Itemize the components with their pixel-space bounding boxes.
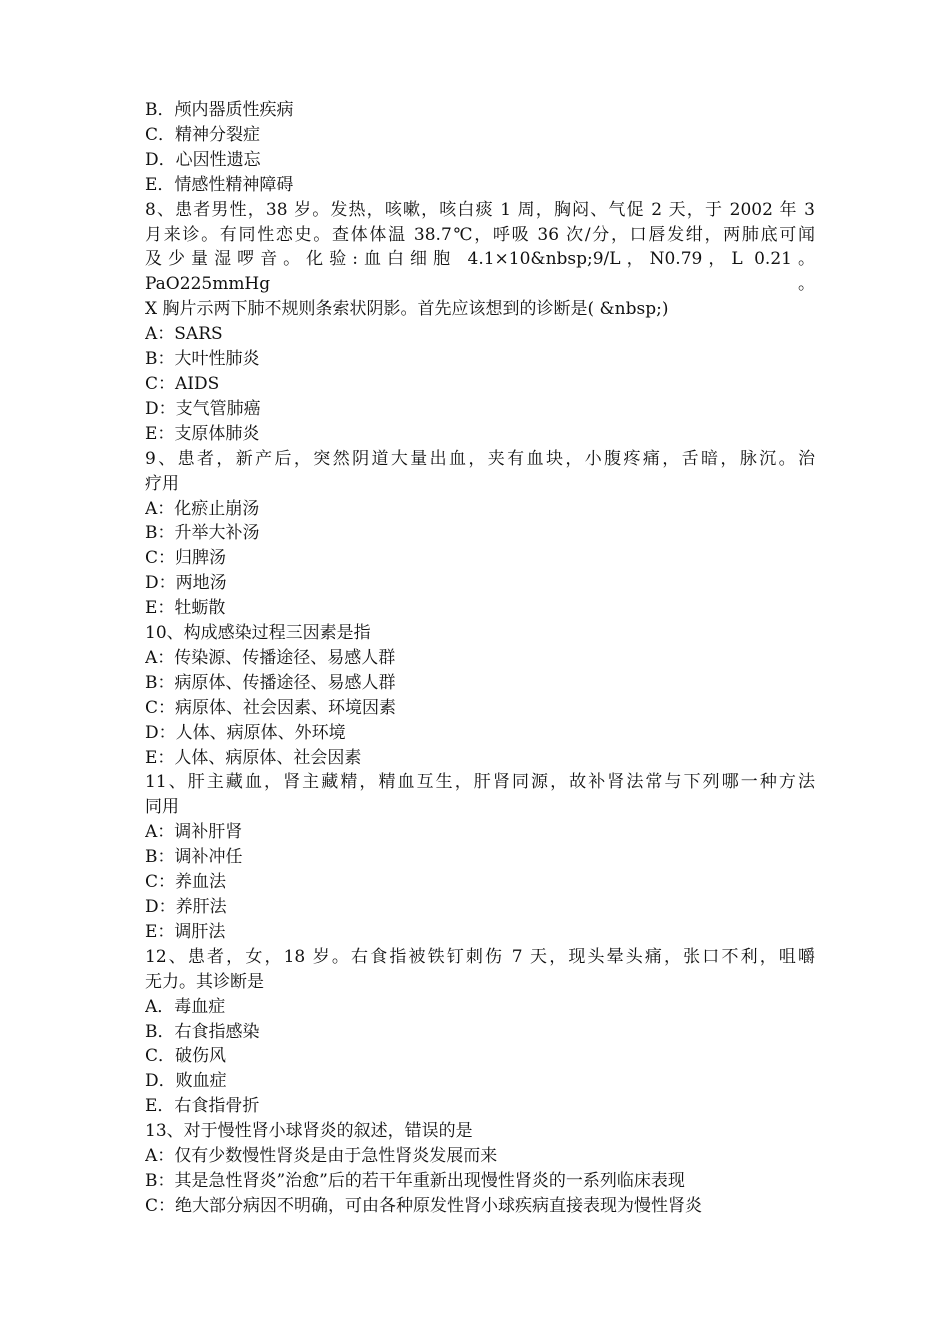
option-line: D：养肝法: [145, 897, 227, 917]
option-line: D：两地汤: [145, 573, 227, 594]
question-8-line: X 胸片示两下肺不规则条索状阴影。首先应该想到的诊断是( &nbsp;): [145, 299, 669, 320]
option-line: B：升举大补汤: [145, 523, 260, 544]
option-line: B：病原体、传播途径、易感人群: [145, 672, 396, 693]
option-line: A：传染源、传播途径、易感人群: [145, 647, 396, 668]
question-13-line: 13、对于慢性肾小球肾炎的叙述，错误的是: [145, 1121, 473, 1142]
question-8-line: 及少量湿啰音。化验:血白细胞 4.1×10&nbsp;9/L，N0.79，L 0.21。PaO225mmHg。: [145, 249, 815, 295]
question-8-line: 月来诊。有同性恋史。查体体温 38.7℃，呼吸 36 次/分，口唇发绀，两肺底可闻: [145, 224, 815, 245]
option-line: C：病原体、社会因素、环境因素: [145, 697, 397, 718]
option-line: C：绝大部分病因不明确，可由各种原发性肾小球疾病直接表现为慢性肾炎: [145, 1195, 703, 1216]
question-12-line: 无力。其诊断是: [145, 971, 264, 992]
option-line: D．败血症: [145, 1071, 227, 1092]
option-line: D．心因性遗忘: [145, 149, 261, 170]
option-line: B．右食指感染: [145, 1021, 260, 1042]
option-line: A：化瘀止崩汤: [145, 498, 260, 519]
option-line: A：SARS: [145, 324, 223, 345]
option-line: C：养血法: [145, 872, 227, 893]
option-line: E．情感性精神障碍: [145, 174, 294, 195]
option-line: B．颅内器质性疾病: [145, 100, 294, 120]
question-8-line: 8、患者男性，38 岁。发热，咳嗽，咳白痰 1 周，胸闷、气促 2 天，于 2002 年 3: [145, 199, 815, 220]
question-10-line: 10、构成感染过程三因素是指: [145, 623, 371, 644]
option-line: C：AIDS: [145, 373, 220, 394]
option-line: B：其是急性肾炎”治愈”后的若干年重新出现慢性肾炎的一系列临床表现: [145, 1170, 685, 1191]
option-line: A：调补肝肾: [145, 822, 243, 843]
question-11-line: 11、肝主藏血，肾主藏精，精血互生，肝肾同源，故补肾法常与下列哪一种方法: [145, 772, 815, 793]
option-line: E：牡蛎散: [145, 598, 226, 619]
question-12-line: 12、患者，女，18 岁。右食指被铁钉刺伤 7 天，现头晕头痛，张口不利，咀嚼: [145, 946, 815, 967]
option-line: E：人体、病原体、社会因素: [145, 747, 362, 768]
option-line: A．毒血症: [145, 996, 226, 1017]
option-line: A：仅有少数慢性肾炎是由于急性肾炎发展而来: [145, 1146, 498, 1167]
question-9-line: 9、患者，新产后，突然阴道大量出血，夹有血块，小腹疼痛，舌暗，脉沉。治: [145, 448, 815, 469]
option-line: D：支气管肺癌: [145, 398, 261, 419]
option-line: B：调补冲任: [145, 847, 243, 868]
option-line: B：大叶性肺炎: [145, 349, 260, 370]
option-line: E．右食指骨折: [145, 1096, 260, 1117]
option-line: C：归脾汤: [145, 548, 227, 569]
option-line: E：支原体肺炎: [145, 423, 260, 444]
option-line: C．破伤风: [145, 1046, 227, 1067]
question-11-line: 同用: [145, 797, 179, 818]
option-line: E：调肝法: [145, 921, 226, 942]
question-text-block: [145, 98, 815, 1219]
option-line: C．精神分裂症: [145, 124, 261, 145]
option-line: D：人体、病原体、外环境: [145, 722, 346, 743]
question-9-line: 疗用: [145, 473, 179, 494]
